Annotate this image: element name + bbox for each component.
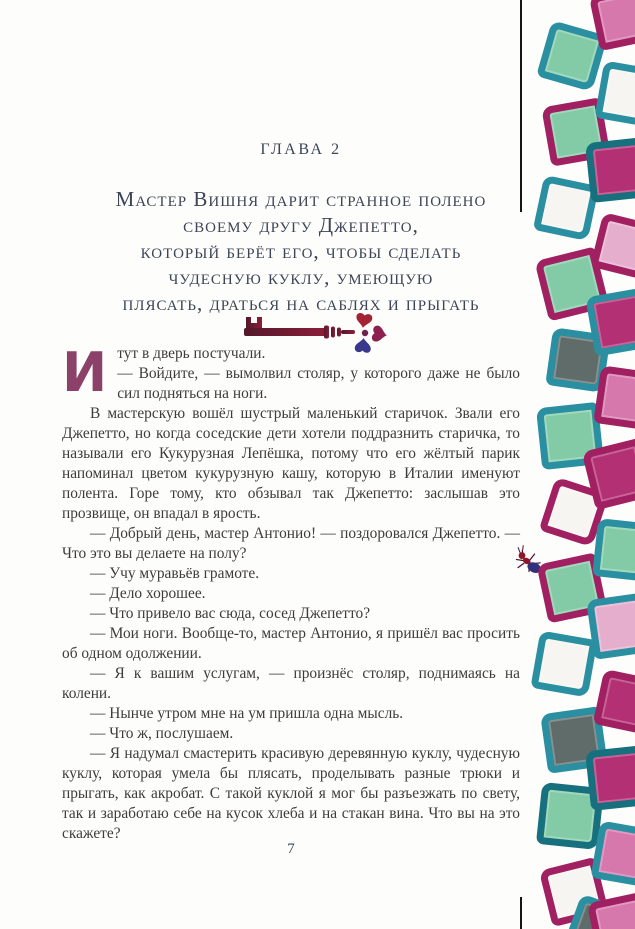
border-tile [540,706,608,774]
chapter-label: ГЛАВА 2 [260,141,342,158]
chapter-title-line: плясать, драться на саблях и прыгать [122,291,480,315]
paragraph: — Учу муравьёв грамоте. [90,565,260,582]
chapter-title-line: Мастер Вишня дарит странное полено [115,187,487,211]
page-number: 7 [287,841,295,857]
border-tile [593,365,635,431]
paragraph: — Мои ноги. Вообще-то, мастер Антонио, я пришёл вас просить об одном одолжении. [62,625,520,662]
border-tile [582,438,635,511]
border-tile [541,97,611,167]
border-tile [536,20,608,92]
paragraph: — Я надумал смастерить красивую деревянную куклу, чудесную куклу, которая умела бы плясать, проделывать разные трюки и прыгать, как акробат. С такой куклой я мог бы разъезжать по свету, так и заработаю себе на кусок хлеба и на стакан вина. Что вы на это скажете? [62,745,520,842]
border-tile [589,0,635,51]
body-text [62,341,520,844]
drop-cap: И [62,341,108,404]
paragraph: — Я к вашим услугам, — произнёс столяр, поднимаясь на колени. [62,665,520,702]
paragraph: — Нынче утром мне на ум пришла одна мысль. [90,705,404,722]
chapter-title-line: чудесную куклу, умеющую [168,265,434,289]
border-tile [585,287,635,357]
border-tile [590,820,635,887]
border-tile [536,782,604,850]
border-tile [530,630,597,697]
border-tile [587,892,635,929]
border-tile [592,518,635,582]
page-edge-line-bottom [520,897,522,929]
paragraph: — Что привело вас сюда, сосед Джепетто? [90,605,371,622]
paragraph: — Добрый день, мастер Антонио! — поздоровался Джепетто. — Что это вы делаете на полу? [62,525,520,562]
paragraph: — Дело хорошее. [90,585,206,602]
border-tile [539,857,609,927]
chapter-title-line: который берёт его, чтобы сделать [140,239,462,263]
paragraph: — Что ж, послушаем. [90,725,234,742]
paragraph: тут в дверь постучали. [117,345,266,362]
border-tile [534,246,609,321]
chapter-title-line: своему другу Джепетто, [183,213,419,237]
text-column [62,0,520,844]
border-tile [545,327,611,393]
border-tile [594,60,635,127]
border-tile [585,745,635,811]
chapter-title [72,186,530,316]
border-tile [586,592,635,660]
page-edge-line-top [520,0,522,212]
border-tile [533,175,599,241]
border-tile [563,893,632,929]
border-tile [593,669,635,735]
border-tile [590,212,635,280]
border-tile [536,552,607,623]
border-tile [585,137,635,203]
key-ornament-icon [84,310,542,354]
border-tile [539,477,610,548]
border-tile [536,402,604,470]
paragraph: — Войдите, — вымолвил столяр, у которого даже не было сил подняться на ноги. [117,365,520,402]
paragraph: В мастерскую вошёл шустрый маленький старичок. Звали его Джепетто, но когда соседские дети хотели поддразнить старичка, то называли его Кукурузная Лепёшка, потому что его жёлтый парик напоминал цветом кукурузную кашу, которую в Италии именуют полента. Горе тому, кто обзывал так Джепетто: заслышав это прозвище, он впадал в ярость. [62,405,520,522]
